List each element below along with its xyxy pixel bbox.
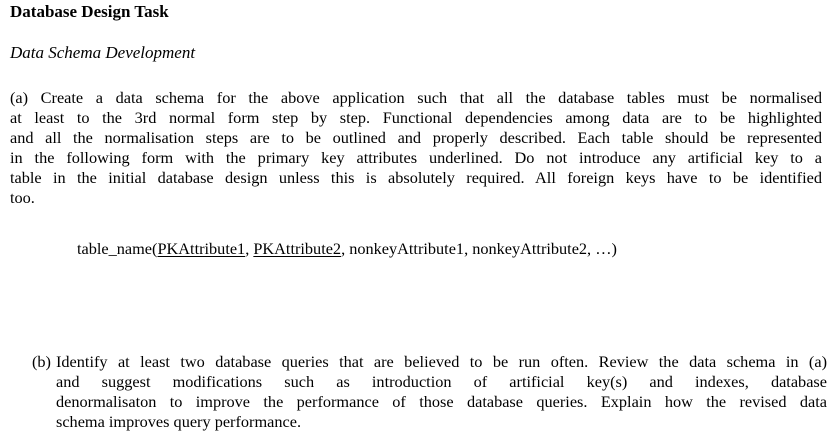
- part-b-label: (b): [32, 352, 51, 371]
- part-a-line: and all the normalisation steps are to be outlined and properly described. Each table should be represented: [10, 128, 822, 147]
- part-b-paragraph: [32, 352, 827, 432]
- formula-prefix: table_name(: [77, 239, 158, 258]
- part-a-line: (a) Create a data schema for the above application such that all the database tables must be normalised: [10, 88, 822, 107]
- primary-key-attribute-2: PKAttribute2: [253, 239, 342, 258]
- table-format-example: [77, 239, 617, 259]
- part-b-line-text: Identify at least two database queries that are believed to be run often. Review the data schema in (a): [56, 352, 827, 371]
- part-a-line: at least to the 3rd normal form step by step. Functional dependencies among data are to be highlighted: [10, 108, 822, 127]
- part-a-line: table in the initial database design unless this is absolutely required. All foreign keys have to be identified: [10, 168, 822, 187]
- document-title: Database Design Task: [10, 2, 169, 21]
- part-a-paragraph: [10, 88, 822, 208]
- part-b-line: schema improves query performance.: [56, 412, 302, 431]
- formula-separator: ,: [245, 239, 254, 258]
- document-subtitle: Data Schema Development: [10, 43, 196, 62]
- part-b-line: and suggest modifications such as introduction of artificial key(s) and indexes, database: [56, 372, 827, 391]
- part-b-line: denormalisaton to improve the performance of those database queries. Explain how the revised data: [56, 392, 827, 411]
- formula-rest: , nonkeyAttribute1, nonkeyAttribute2, …): [341, 239, 617, 258]
- primary-key-attribute-1: PKAttribute1: [157, 239, 246, 258]
- part-b-line: [32, 352, 827, 372]
- part-a-line: too.: [10, 188, 35, 207]
- part-a-line: in the following form with the primary key attributes underlined. Do not introduce any artificial key to a: [10, 148, 822, 167]
